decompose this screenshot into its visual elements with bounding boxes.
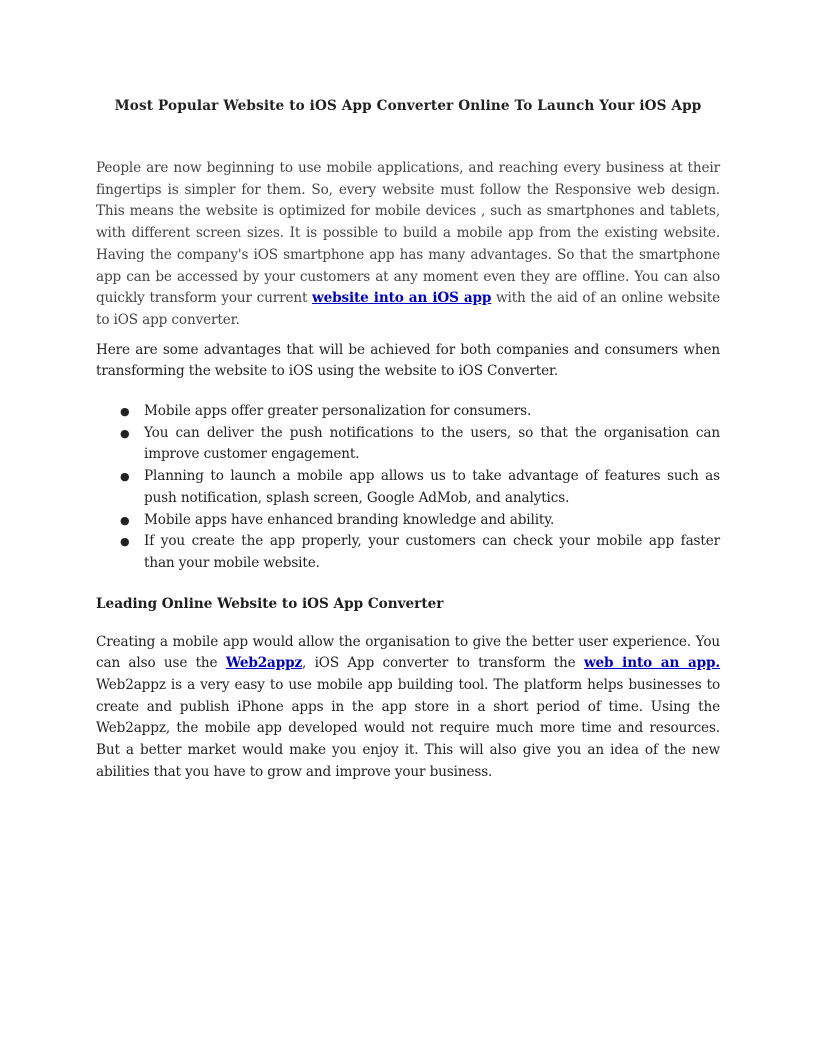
web-into-an-app-link[interactable]: web into an app. [583, 655, 720, 672]
closing-paragraph [96, 632, 720, 784]
website-into-ios-app-link[interactable]: website into an iOS app [312, 290, 492, 307]
list-item-text: Planning to launch a mobile app allows us to take advantage of features such as push notification, splash screen, Google AdMob, and analytics. [144, 468, 720, 506]
list-item [96, 531, 720, 574]
bullet-icon: ● [120, 426, 130, 440]
closing-text-part-3: Web2appz is a very easy to use mobile app building tool. The platform helps businesses to create and publish iPhone apps in the app store in a short period of time. Using the Web2appz, the mobile app developed would not require much more time and resources. But a better market would make you enjoy it. This will also give you an idea of the new abilities that you have to grow and improve your business. [96, 677, 720, 780]
list-item-text: Mobile apps have enhanced branding knowledge and ability. [144, 511, 555, 528]
intro-text-before-link: People are now beginning to use mobile applications, and reaching every business at their fingertips is simpler for them. So, every website must follow the Responsive web design. This means the website is optimized for mobile devices , such as smartphones and tablets, with different screen sizes. It is possible to build a mobile app from the existing website. Having the company's iOS smartphone app has many advantages. So that the smartphone app can be accessed by your customers at any moment even they are offline. You can also quickly transform your current [96, 160, 720, 307]
advantages-list [96, 401, 720, 575]
list-item [96, 423, 720, 466]
page-title: Most Popular Website to iOS App Converter Online To Launch Your iOS App [114, 98, 702, 114]
list-item-text: If you create the app properly, your customers can check your mobile app faster than your mobile website. [144, 533, 720, 571]
bullet-icon: ● [120, 405, 130, 419]
closing-text-part-1: Creating a mobile app would allow the organisation to give the better user experience. You can also use the [96, 633, 720, 672]
web2appz-link[interactable]: Web2appz [225, 655, 303, 672]
intro-paragraph [96, 158, 720, 332]
list-item-text: You can deliver the push notifications to the users, so that the organisation can improve customer engagement. [144, 424, 720, 463]
list-item [96, 510, 720, 532]
bullet-icon: ● [120, 470, 130, 484]
list-item-text: Mobile apps offer greater personalization for consumers. [144, 403, 532, 420]
document-page [96, 96, 720, 784]
intro-text-after-link: with the aid of an online website to iOS app converter. [96, 290, 720, 328]
advantages-intro-paragraph: Here are some advantages that will be achieved for both companies and consumers when transforming the website to iOS using the website to iOS Converter. [96, 341, 720, 380]
bullet-icon: ● [120, 513, 130, 527]
list-item [96, 466, 720, 509]
list-item [96, 401, 720, 423]
closing-text-part-2: , iOS App converter to transform the [302, 655, 584, 672]
section-heading: Leading Online Website to iOS App Converter [96, 595, 444, 612]
bullet-icon: ● [120, 535, 130, 549]
